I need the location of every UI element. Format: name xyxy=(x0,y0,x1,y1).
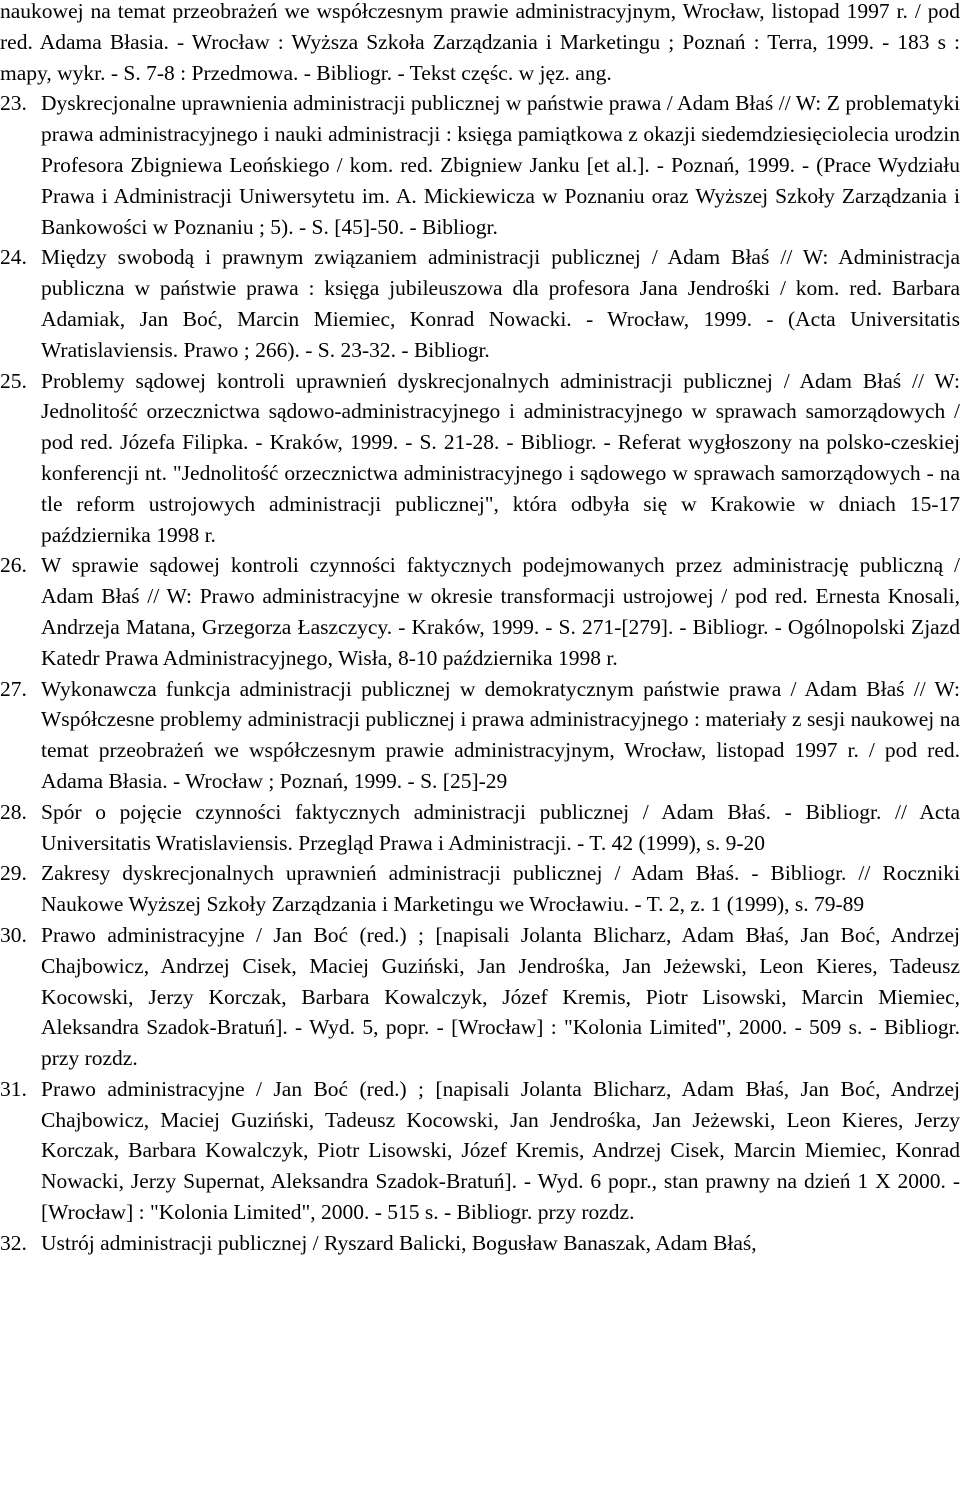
entry-text: Prawo administracyjne / Jan Boć (red.) ; [napisali Jolanta Blicharz, Adam Błaś, Jan Boć, Andrzej Chajbowicz, Andrzej Cisek, Maciej Guziński, Jan Jendrośka, Jan Jeżewski, Leon Kieres, Tadeusz Kocowski, Jerzy Korczak, Barbara Kowalczyk, Józef Kremis, Piotr Lisowski, Marcin Miemiec, Aleksandra Szadok-Bratuń]. - Wyd. 5, popr. - [Wrocław] : "Kolonia Limited", 2000. - 509 s. - Bibliogr. przy rozdz. xyxy=(41,922,960,1071)
bibliography-entry-continuation xyxy=(0,0,960,88)
bibliography-entry-32 xyxy=(0,1228,960,1259)
entry-text: Prawo administracyjne / Jan Boć (red.) ; [napisali Jolanta Blicharz, Adam Błaś, Jan Boć, Andrzej Chajbowicz, Maciej Guziński, Tadeusz Kocowski, Jan Jendrośka, Jan Jeżewski, Leon Kieres, Jerzy Korczak, Barbara Kowalczyk, Piotr Lisowski, Józef Kremis, Andrzej Cisek, Marcin Miemiec, Konrad Nowacki, Jerzy Supernat, Aleksandra Szadok-Bratuń]. - Wyd. 6 popr., stan prawny na dzień 1 X 2000. - [Wrocław] : "Kolonia Limited", 2000. - 515 s. - Bibliogr. przy rozdz. xyxy=(41,1076,960,1225)
entry-number: 32. xyxy=(0,1230,27,1255)
entry-text: Spór o pojęcie czynności faktycznych administracji publicznej / Adam Błaś. - Bibliogr. // Acta Universitatis Wratislaviensis. Przegląd Prawa i Administracji. - T. 42 (1999), s. 9-20 xyxy=(41,799,960,855)
entry-number: 31. xyxy=(0,1076,27,1101)
entry-number: 25. xyxy=(0,368,27,393)
bibliography-entry-28 xyxy=(0,797,960,859)
entry-number: 28. xyxy=(0,799,27,824)
bibliography-entry-30 xyxy=(0,920,960,1074)
bibliography-entry-24 xyxy=(0,242,960,365)
entry-text: Wykonawcza funkcja administracji publicznej w demokratycznym państwie prawa / Adam Błaś // W: Współczesne problemy administracji publicznej i prawa administracyjnego : materiały z sesji naukowej na temat przeobrażeń we współczesnym prawie administracyjnym, Wrocław, listopad 1997 r. / pod red. Adama Błasia. - Wrocław ; Poznań, 1999. - S. [25]-29 xyxy=(41,676,960,793)
entry-text: Dyskrecjonalne uprawnienia administracji publicznej w państwie prawa / Adam Błaś // W: Z problematyki prawa administracyjnego i nauki administracji : księga pamiątkowa z okazji siedemdziesięciolecia urodzin Profesora Zbigniewa Leońskiego / kom. red. Zbigniew Janku [et al.]. - Poznań, 1999. - (Prace Wydziału Prawa i Administracji Uniwersytetu im. A. Mickiewicza w Poznaniu oraz Wyższej Szkoły Zarządzania i Bankowości w Poznaniu ; 5). - S. [45]-50. - Bibliogr. xyxy=(41,91,960,239)
entry-text: naukowej na temat przeobrażeń we współczesnym prawie administracyjnym, Wrocław, listopad 1997 r. / pod red. Adama Błasia. - Wrocław : Wyższa Szkoła Zarządzania i Marketingu ; Poznań : Terra, 1999. - 183 s : mapy, wykr. - S. 7-8 : Przedmowa. - Bibliogr. - Tekst częśc. w jęz. ang. xyxy=(0,0,960,85)
bibliography-entry-23 xyxy=(0,88,960,242)
entry-number: 30. xyxy=(0,922,27,947)
bibliography-entry-29 xyxy=(0,858,960,920)
bibliography-entry-27 xyxy=(0,674,960,797)
entry-number: 27. xyxy=(0,676,27,701)
entry-number: 24. xyxy=(0,245,27,270)
bibliography-entry-31 xyxy=(0,1074,960,1228)
entry-number: 26. xyxy=(0,553,27,578)
bibliography-entry-26 xyxy=(0,550,960,673)
entry-number: 23. xyxy=(0,91,27,116)
entry-text: Ustrój administracji publicznej / Ryszard Balicki, Bogusław Banaszak, Adam Błaś, xyxy=(41,1230,757,1255)
entry-number: 29. xyxy=(0,861,27,886)
entry-text: Między swobodą i prawnym związaniem administracji publicznej / Adam Błaś // W: Administracja publiczna w państwie prawa : księga jubileuszowa dla profesora Jana Jendrośki / kom. red. Barbara Adamiak, Jan Boć, Marcin Miemiec, Konrad Nowacki. - Wrocław, 1999. - (Acta Universitatis Wratislaviensis. Prawo ; 266). - S. 23-32. - Bibliogr. xyxy=(41,245,960,362)
entry-text: W sprawie sądowej kontroli czynności faktycznych podejmowanych przez administrację publiczną / Adam Błaś // W: Prawo administracyjne w okresie transformacji ustrojowej / pod red. Ernesta Knosali, Andrzeja Matana, Grzegorza Łaszczycy. - Kraków, 1999. - S. 271-[279]. - Bibliogr. - Ogólnopolski Zjazd Katedr Prawa Administracyjnego, Wisła, 8-10 października 1998 r. xyxy=(41,553,960,670)
bibliography-entry-25 xyxy=(0,366,960,551)
entry-text: Zakresy dyskrecjonalnych uprawnień administracji publicznej / Adam Błaś. - Bibliogr. // Roczniki Naukowe Wyższej Szkoły Zarządzania i Marketingu we Wrocławiu. - T. 2, z. 1 (1999), s. 79-89 xyxy=(41,861,960,917)
entry-text: Problemy sądowej kontroli uprawnień dyskrecjonalnych administracji publicznej / Adam Błaś // W: Jednolitość orzecznictwa sądowo-administracyjnego i administracyjnego w sprawach samorządowych / pod red. Józefa Filipka. - Kraków, 1999. - S. 21-28. - Bibliogr. - Referat wygłoszony na polsko-czeskiej konferencji nt. "Jednolitość orzecznictwa administracyjnego i sądowego w sprawach samorządowych - na tle reform ustrojowych administracji publicznej", która odbyła się w Krakowie w dniach 15-17 października 1998 r. xyxy=(41,368,960,547)
